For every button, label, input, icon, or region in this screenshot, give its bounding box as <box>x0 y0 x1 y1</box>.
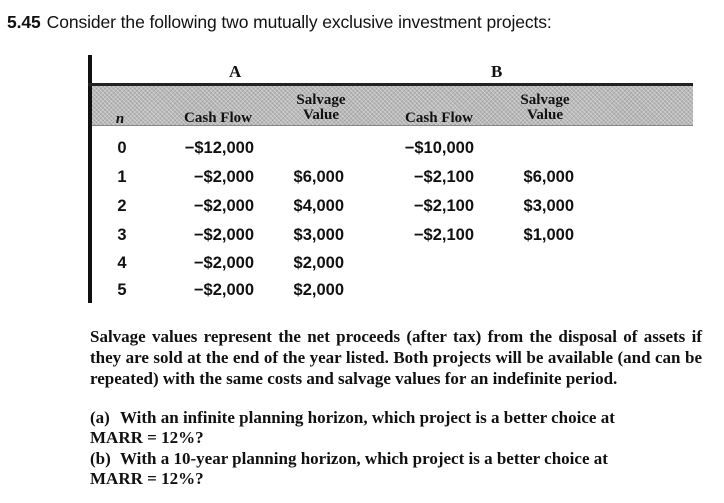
cash-flow-table <box>88 55 694 305</box>
problem-number: 5.45 <box>7 12 41 32</box>
header-a-salvage-line1: Salvage <box>296 92 346 108</box>
row-5-a-salvage: $2,000 <box>293 281 344 299</box>
question-b-line1: With a 10-year planning horizon, which project is a better choice at <box>119 449 608 468</box>
problem-heading <box>7 12 552 33</box>
question-a-line1: With an infinite planning horizon, which project is a better choice at <box>119 408 615 427</box>
header-b-salvage-line2: Value <box>526 107 564 123</box>
row-4-a-cash-flow: −$2,000 <box>193 254 254 272</box>
row-1-n: 1 <box>117 168 127 186</box>
project-b-label: B <box>491 62 503 81</box>
row-1-a-salvage: $6,000 <box>293 168 344 186</box>
row-4-a-salvage: $2,000 <box>293 254 344 272</box>
problem-statement: Consider the following two mutually exclusive investment projects: <box>46 12 552 32</box>
question-b-label: (b) <box>90 449 111 468</box>
row-1-b-cash-flow: −$2,100 <box>413 168 474 186</box>
header-b-salvage-line1: Salvage <box>520 92 570 108</box>
row-0-b-cash-flow: −$10,000 <box>404 139 474 157</box>
row-3-a-cash-flow: −$2,000 <box>193 226 254 244</box>
row-0-n: 0 <box>117 139 127 157</box>
row-5-a-cash-flow: −$2,000 <box>193 281 254 299</box>
row-3-b-cash-flow: −$2,100 <box>413 226 474 244</box>
row-2-a-salvage: $4,000 <box>293 197 344 215</box>
question-b <box>90 449 702 489</box>
row-0-a-cash-flow: −$12,000 <box>184 139 254 157</box>
row-4-n: 4 <box>117 254 127 272</box>
question-a <box>90 408 702 448</box>
header-b-cash-flow: Cash Flow <box>405 110 473 126</box>
header-a-cash-flow: Cash Flow <box>184 110 252 126</box>
row-2-a-cash-flow: −$2,000 <box>193 197 254 215</box>
row-2-n: 2 <box>117 197 127 215</box>
row-1-a-cash-flow: −$2,000 <box>193 168 254 186</box>
project-a-label: A <box>229 62 242 81</box>
salvage-note-paragraph: Salvage values represent the net proceeds (after tax) from the disposal of assets if they are sold at the end of the year listed. Both projects will be available (and can be repeated) with the same costs and salvage values for an indefinite period. <box>90 327 702 388</box>
row-3-n: 3 <box>117 226 127 244</box>
question-a-line2: MARR = 12%? <box>90 428 204 447</box>
row-1-b-salvage: $6,000 <box>523 168 574 186</box>
row-2-b-salvage: $3,000 <box>523 197 574 215</box>
row-3-b-salvage: $1,000 <box>523 226 574 244</box>
row-2-b-cash-flow: −$2,100 <box>413 197 474 215</box>
question-a-label: (a) <box>90 408 110 427</box>
row-5-n: 5 <box>117 281 127 299</box>
header-n: n <box>115 111 125 127</box>
row-3-a-salvage: $3,000 <box>293 226 344 244</box>
question-b-line2: MARR = 12%? <box>90 469 204 488</box>
header-a-salvage-line2: Value <box>302 107 340 123</box>
